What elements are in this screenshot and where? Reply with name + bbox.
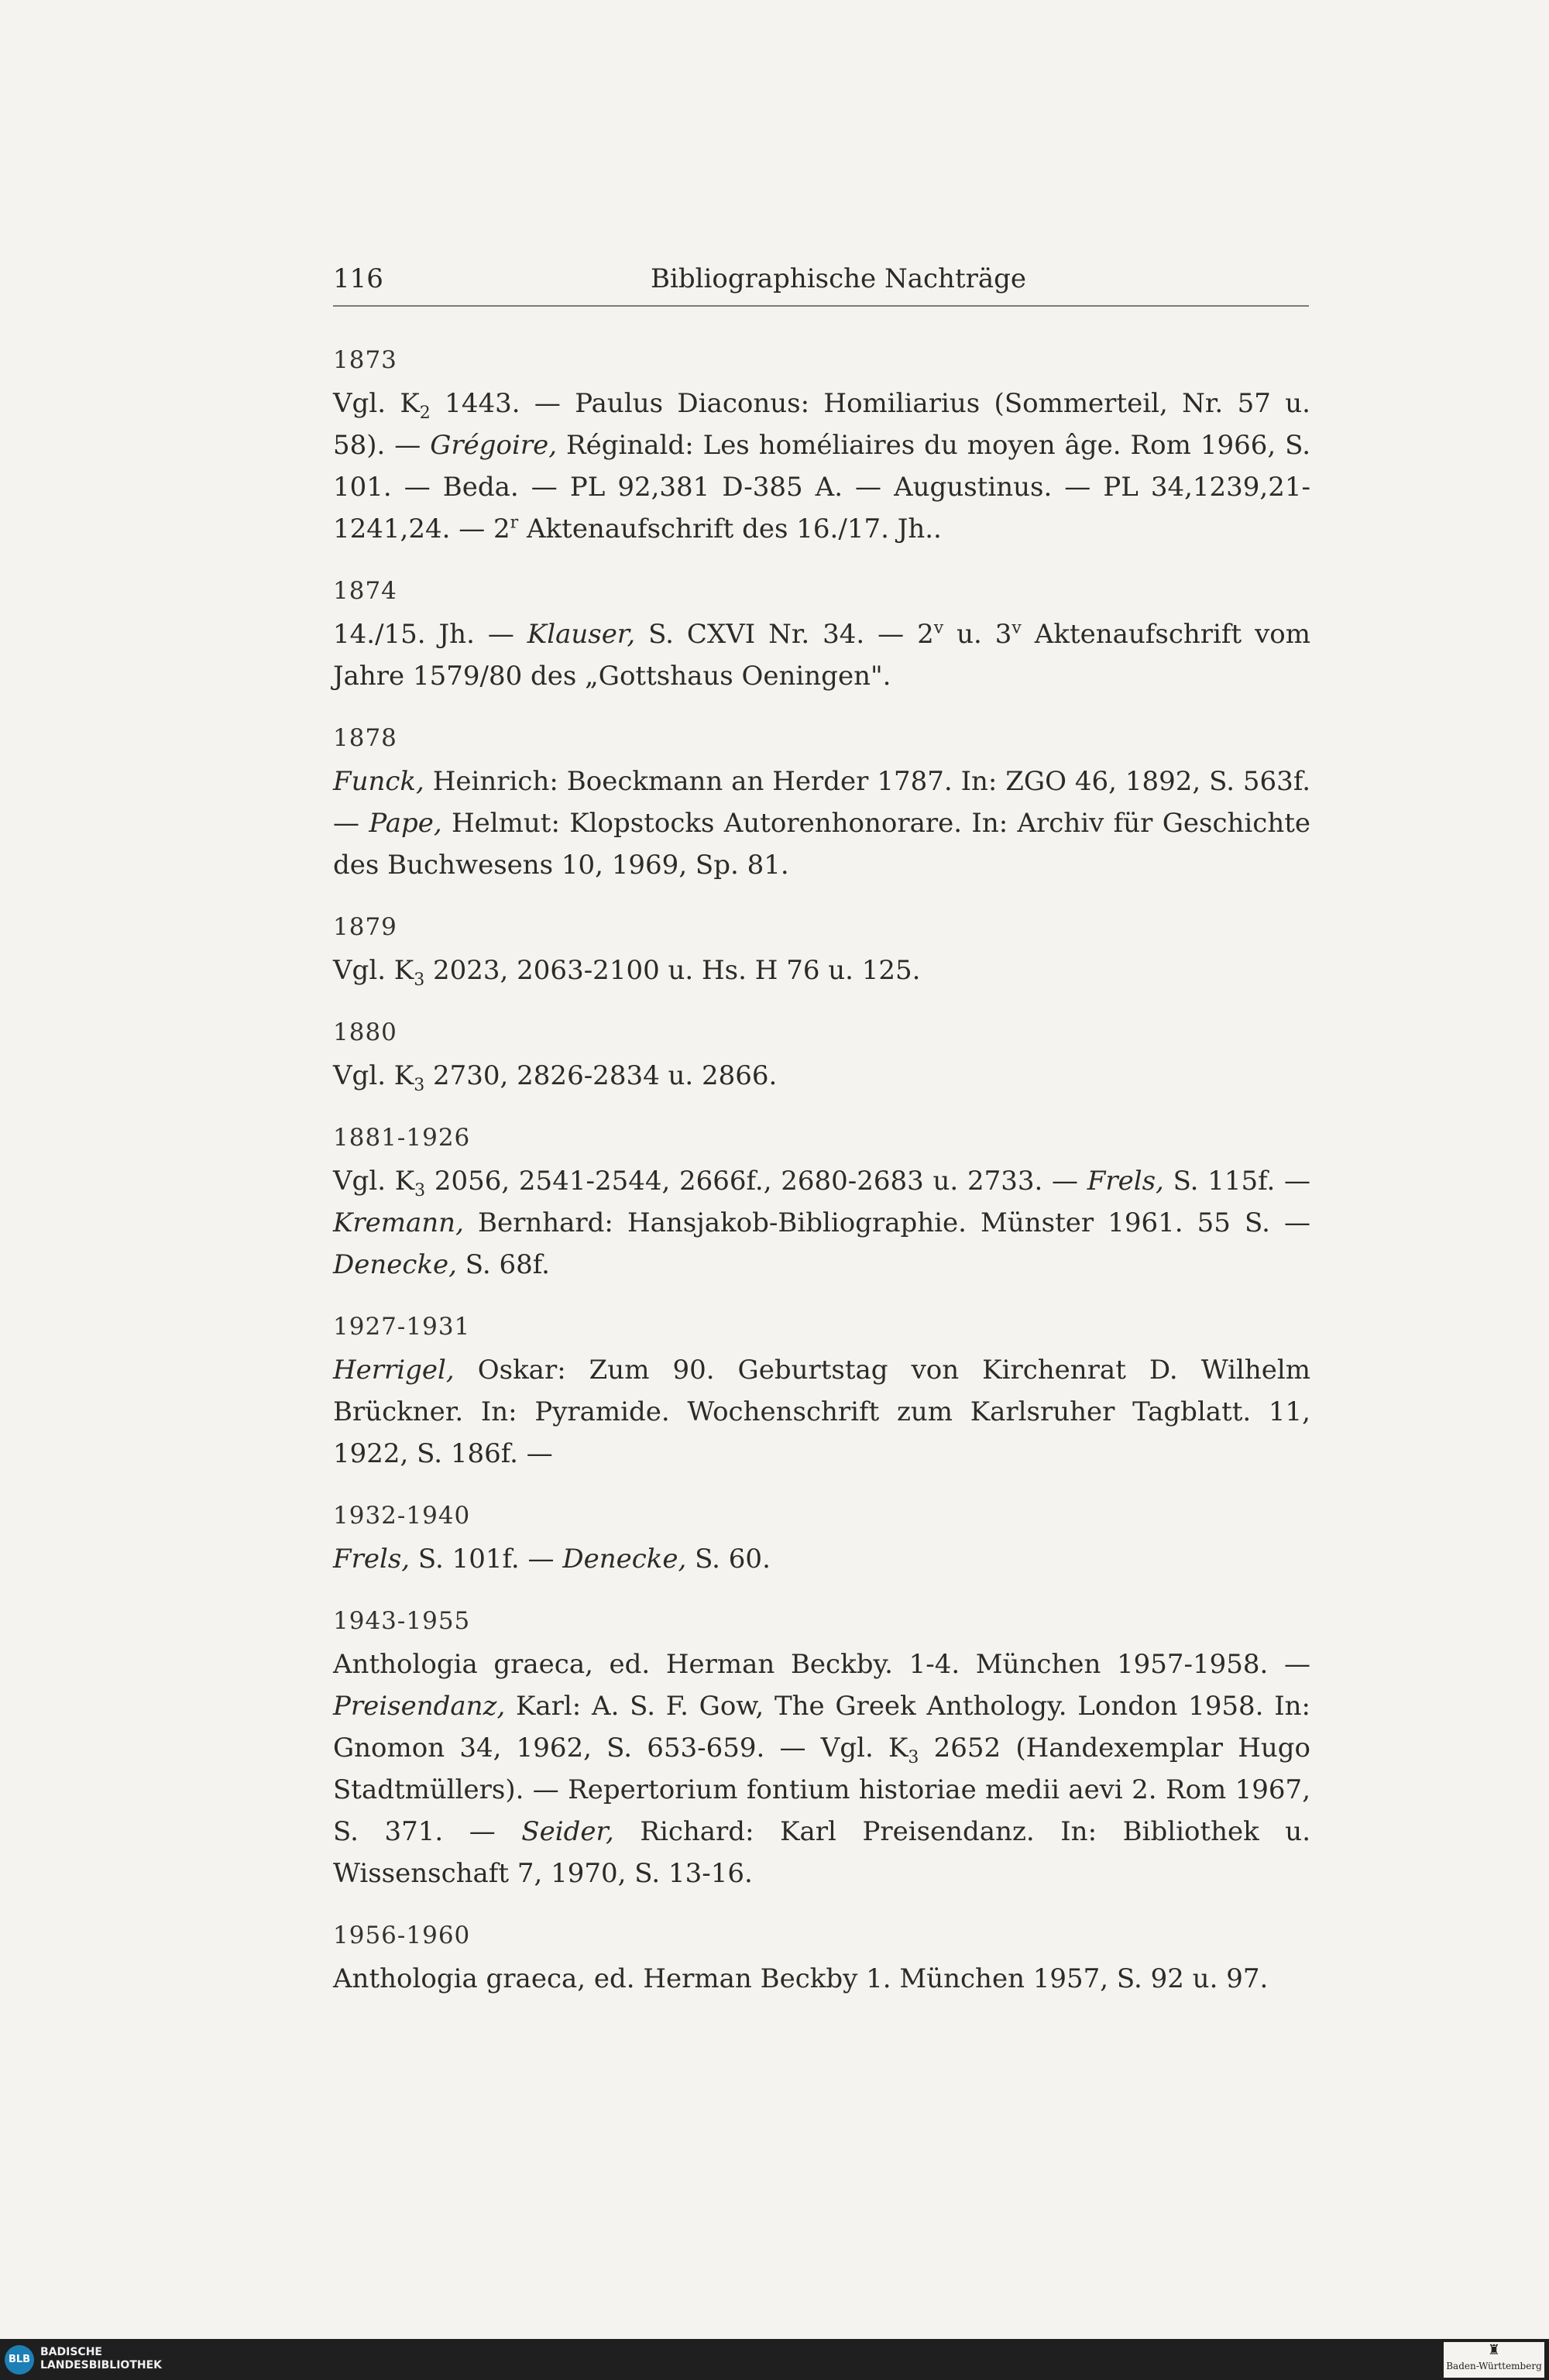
entry-text [333, 1055, 1310, 1097]
author-name: Grégoire, [430, 430, 558, 461]
script-mark: v [933, 618, 944, 638]
script-mark: 2 [419, 403, 431, 423]
coat-of-arms-icon: ♜ [1487, 2342, 1501, 2358]
author-name: Frels, [333, 1544, 410, 1575]
bibliography-entry [333, 1118, 1310, 1286]
text-segment: 1443. — Paulus Diaconus: Homiliarius (Sommerteil, Nr. 57 u. 58). — [333, 388, 1310, 461]
running-title: Bibliographische Nachträge [651, 263, 1027, 294]
author-name: Seider, [521, 1816, 614, 1847]
text-segment: Karl: A. S. F. Gow, The Greek Anthology. London 1958. In: Gnomon 34, 1962, S. 653-659. — Vgl. K [333, 1691, 1310, 1764]
bibliography-entry [333, 1916, 1310, 2000]
text-segment: 2056, 2541-2544, 2666f., 2680-2683 u. 2733. — [425, 1166, 1087, 1197]
text-segment: Aktenaufschrift vom Jahre 1579/80 des „Gottshaus Oeningen". [333, 619, 1311, 692]
text-segment: Vgl. K [333, 955, 414, 986]
entry-text [333, 1349, 1310, 1475]
bibliography-entry [333, 1602, 1310, 1894]
entry-text [333, 1538, 1310, 1580]
entry-year: 1943-1955 [333, 1607, 471, 1635]
text-segment: Anthologia graeca, ed. Herman Beckby 1. München 1957, S. 92 u. 97. [333, 1963, 1269, 1994]
author-name: Pape, [369, 808, 442, 839]
script-mark: 3 [908, 1747, 919, 1767]
library-name [40, 2346, 162, 2372]
entry-text [333, 1643, 1310, 1894]
text-segment: 2730, 2826-2834 u. 2866. [424, 1060, 778, 1091]
author-name: Denecke, [562, 1544, 687, 1575]
text-segment: Anthologia graeca, ed. Herman Beckby. 1-4. München 1957-1958. — [333, 1649, 1310, 1680]
bibliography-entry [333, 719, 1310, 886]
bibliography-entry [333, 341, 1310, 550]
text-segment: Bernhard: Hansjakob-Bibliographie. Münster 1961. 55 S. — [463, 1207, 1310, 1238]
library-name-line2: LANDESBIBLIOTHEK [40, 2359, 163, 2371]
entry-text [333, 1160, 1310, 1286]
script-mark: 3 [414, 970, 425, 990]
bibliography-entry [333, 1013, 1310, 1097]
text-segment: 2023, 2063-2100 u. Hs. H 76 u. 125. [424, 955, 921, 986]
author-name: Kremann, [333, 1207, 464, 1238]
library-name-line1: BADISCHE [40, 2346, 102, 2358]
bibliography-entry [333, 572, 1310, 697]
bw-label: Baden-Württemberg [1446, 2361, 1542, 2371]
author-name: Denecke, [333, 1249, 457, 1280]
bibliography-list [333, 341, 1310, 2021]
text-segment: Vgl. K [333, 1060, 414, 1091]
text-segment: u. 3 [943, 619, 1012, 650]
text-segment: Réginald: Les homéliaires du moyen âge. Rom 1966, S. 101. — Beda. — PL 92,381 D-385 A. — Augustinus. — PL 34,1239,21-1241,24. — 2 [333, 430, 1310, 544]
author-name: Preisendanz, [333, 1691, 506, 1722]
page-number: 116 [333, 263, 383, 294]
text-segment: S. CXVI Nr. 34. — 2 [635, 619, 934, 650]
text-segment: Helmut: Klopstocks Autorenhonorare. In: Archiv für Geschichte des Buchwesens 10, 1969, Sp. 81. [333, 808, 1310, 881]
entry-text [333, 383, 1310, 550]
entry-text [333, 950, 1310, 991]
entry-year: 1881-1926 [333, 1124, 471, 1152]
text-segment: Aktenaufschrift des 16./17. Jh.. [518, 513, 942, 544]
bibliography-entry [333, 1496, 1310, 1580]
entry-year: 1879 [333, 913, 397, 941]
author-name: Klauser, [527, 619, 636, 650]
bibliography-entry [333, 1307, 1310, 1475]
text-segment: Oskar: Zum 90. Geburtstag von Kirchenrat D. Wilhelm Brückner. In: Pyramide. Wochenschrift zum Karlsruher Tagblatt. 11, 1922, S. 186f. — [333, 1355, 1310, 1469]
script-mark: 3 [414, 1180, 426, 1200]
text-segment: 14./15. Jh. — [333, 619, 527, 650]
text-segment: S. 101f. — [410, 1544, 563, 1575]
text-segment: Richard: Karl Preisendanz. In: Bibliothek u. Wissenschaft 7, 1970, S. 13-16. [333, 1816, 1310, 1889]
entry-year: 1874 [333, 577, 397, 605]
entry-year: 1878 [333, 724, 397, 752]
entry-year: 1932-1940 [333, 1502, 471, 1530]
text-segment: 2652 (Handexemplar Hugo Stadtmüllers). — Repertorium fontium historiae medii aevi 2. Rom 1967, S. 371. — [333, 1733, 1310, 1847]
footer-bar [0, 2339, 1549, 2380]
script-mark: 3 [414, 1075, 425, 1095]
text-segment: S. 60. [686, 1544, 771, 1575]
header-rule [333, 305, 1309, 307]
script-mark: r [510, 513, 519, 533]
page-header [333, 263, 1309, 310]
script-mark: v [1011, 618, 1022, 638]
author-name: Herrigel, [333, 1355, 455, 1386]
text-segment: S. 115f. — [1163, 1166, 1311, 1197]
text-segment: Vgl. K [333, 1166, 415, 1197]
entry-text [333, 1958, 1310, 2000]
baden-wuerttemberg-mark[interactable] [1444, 2342, 1544, 2378]
entry-year: 1873 [333, 346, 397, 374]
bibliography-entry [333, 908, 1310, 991]
entry-text [333, 761, 1310, 886]
author-name: Frels, [1087, 1166, 1164, 1197]
text-segment: S. 68f. [456, 1249, 550, 1280]
text-segment: Heinrich: Boeckmann an Herder 1787. In: ZGO 46, 1892, S. 563f. — [333, 766, 1310, 839]
text-segment: Vgl. K [333, 388, 420, 419]
blb-logo[interactable]: BLB [5, 2345, 34, 2375]
entry-text [333, 613, 1310, 697]
author-name: Funck, [333, 766, 424, 797]
entry-year: 1956-1960 [333, 1922, 471, 1949]
entry-year: 1880 [333, 1018, 397, 1046]
entry-year: 1927-1931 [333, 1313, 471, 1341]
